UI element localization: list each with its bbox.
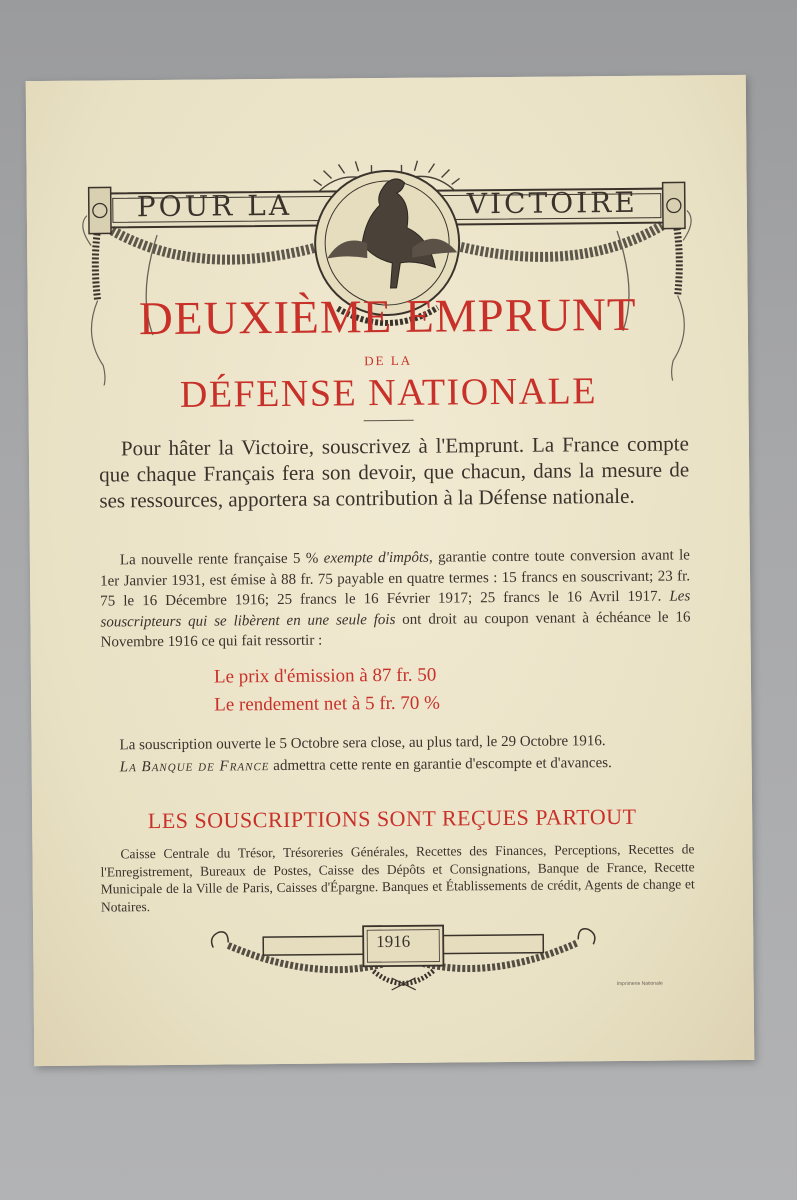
banque-name: La Banque de France	[119, 758, 270, 776]
offices-list: Caisse Centrale du Trésor, Trésoreries Générales, Recettes des Finances, Perceptions, Recettes de l'Enregistrement, Bureaux de Postes, Caisse des Dépôts et Consignations, Banque de France, Recette Municipale de la Ville de Paris, Caisses d'Épargne. Banques et Établissements de crédit, Agents de change et Notaires.	[100, 841, 695, 915]
terms-text-1: La nouvelle rente française 5 %	[119, 550, 319, 569]
terms-text-5: ont droit au coupon venant à échéance le 16 Novembre 1916 ce qui fait ressortir :	[100, 609, 691, 651]
closing-date-line: La souscription ouverte le 5 Octobre sera close, au plus tard, le 29 Octobre 1916.	[119, 733, 606, 754]
title-main: DEUXIÈME EMPRUNT	[138, 288, 637, 346]
terms-text-4: Les souscripteurs qui se libèrent en une seule fois	[100, 588, 691, 631]
banner-text-right: VICTOIRE	[466, 185, 638, 221]
issue-price-line: Le prix d'émission à 87 fr. 50	[213, 664, 437, 688]
printer-imprint: Imprimerie Nationale	[616, 980, 663, 988]
title-divider	[364, 420, 414, 421]
terms-paragraph	[100, 545, 691, 653]
intro-paragraph: Pour hâter la Victoire, souscrivez à l'Emprunt. La France compte que chaque Français fera son devoir, que chacun, dans la mesure de ses ressources, apportera sa contribution à la Défense nationale.	[99, 431, 690, 513]
net-yield-line: Le rendement net à 5 fr. 70 %	[214, 692, 441, 716]
terms-text-2: exempte d'impôts,	[323, 549, 433, 567]
title-subtitle: DÉFENSE NATIONALE	[179, 370, 598, 416]
souscriptions-heading: LES SOUSCRIPTIONS SONT REÇUES PARTOUT	[147, 803, 637, 834]
banque-text: admettra cette rente en garantie d'escompte et d'avances.	[273, 755, 612, 775]
poster-sheet	[26, 75, 755, 1066]
rooster-banner-ornament	[66, 130, 708, 386]
footer-ornament	[203, 914, 604, 1002]
banque-paragraph	[102, 752, 692, 777]
footer-year: 1916	[376, 931, 411, 952]
banner-text-left: POUR LA	[136, 188, 293, 224]
title-connector: DE LA	[364, 352, 413, 369]
terms-text-3: garantie contre toute conversion avant le 1er Janvier 1931, est émise à 88 fr. 75 payable en quatre termes : 15 francs en souscrivant; 23 fr. 75 le 16 Décembre 1916; 25 francs le 16 Février 1917; 25 francs le 16 Avril 1917.	[100, 547, 691, 610]
